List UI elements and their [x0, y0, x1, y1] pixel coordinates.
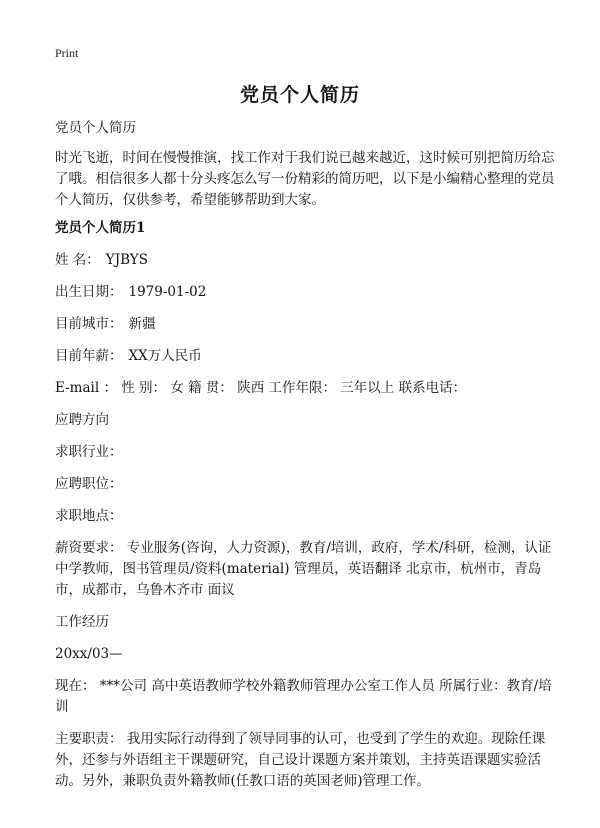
- salary-field: [55, 346, 555, 367]
- main-duties: 主要职责： 我用实际行动得到了领导同事的认可，也受到了学生的欢迎。现除任课外，还参与外语组主干课题研究，自己设计课题方案并策划，主持英语课题实验活动。另外，兼职负责外籍教师(任教口语的英国老师)管理工作。: [55, 731, 546, 789]
- current-job: 现在： ***公司 高中英语教师学校外籍教师管理办公室工作人员 所属行业：教育/培训: [55, 678, 552, 715]
- document-subtitle: 党员个人简历: [55, 120, 136, 136]
- work-period: 20xx/03—: [55, 646, 123, 662]
- salary-label: 目前年薪：: [55, 348, 123, 364]
- contact-line: E-mail ： 性 别： 女 籍 贯： 陕西 工作年限： 三年以上 联系电话：: [55, 380, 467, 396]
- city-field: [55, 314, 555, 335]
- document-body: [55, 118, 555, 803]
- document-title: 党员个人简历: [239, 84, 360, 106]
- location-field: 求职地点：: [55, 508, 123, 524]
- city-label: 目前城市：: [55, 316, 123, 332]
- print-link[interactable]: Print: [55, 46, 79, 60]
- work-experience-heading: 工作经历: [55, 614, 109, 630]
- birth-value: 1979-01-02: [128, 284, 207, 300]
- birth-label: 出生日期：: [55, 284, 123, 300]
- intro-paragraph: 时光飞逝，时间在慢慢推演，找工作对于我们说已越来越近，这时候可别把简历给忘了哦。相信很多人都十分头疼怎么写一份精彩的简历吧，以下是小编精心整理的党员个人简历，仅供参考，希望能够帮助到大家。: [55, 150, 555, 208]
- section-heading: 党员个人简历1: [55, 220, 146, 236]
- name-label: 姓 名：: [55, 252, 100, 268]
- birth-field: [55, 282, 555, 303]
- salary-value: XX万人民币: [128, 348, 202, 364]
- industry-field: 求职行业：: [55, 444, 123, 460]
- name-value: YJBYS: [105, 252, 148, 268]
- city-value: 新疆: [128, 316, 156, 332]
- position-field: 应聘职位：: [55, 476, 123, 492]
- job-direction-heading: 应聘方向: [55, 412, 109, 428]
- salary-requirement: 薪资要求： 专业服务(咨询，人力资源)，教育/培训，政府，学术/科研，检测，认证 中学教师，图书管理员/资料(material) 管理员，英语翻译 北京市，杭州市，青岛市，成都市，乌鲁木齐市 面议: [55, 540, 552, 598]
- name-field: [55, 250, 555, 271]
